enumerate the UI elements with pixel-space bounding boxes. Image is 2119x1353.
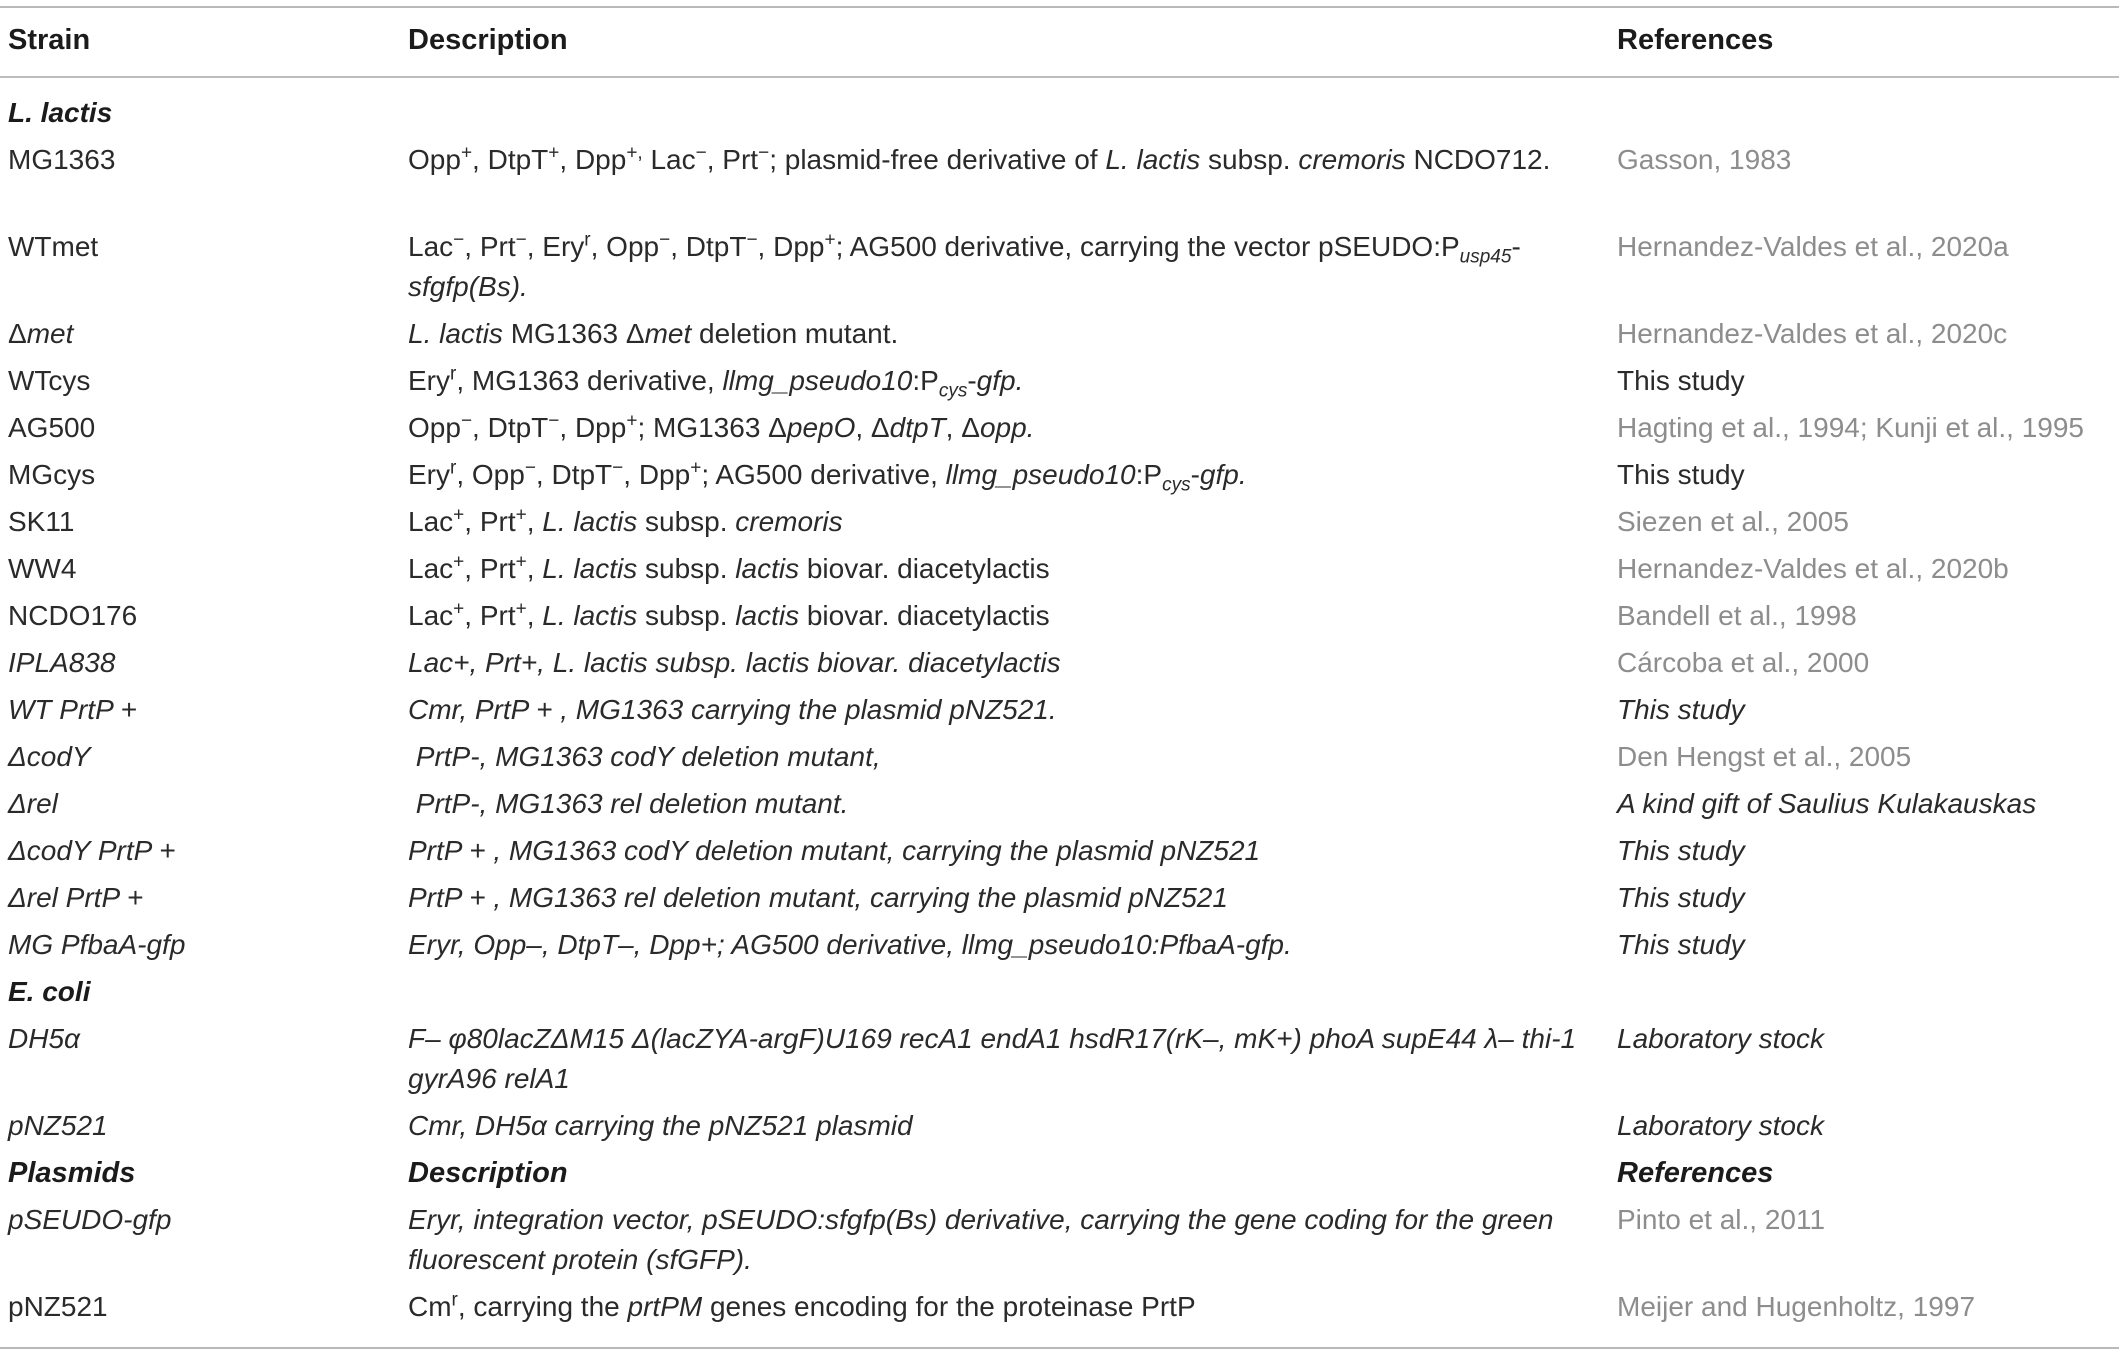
table-bottom-rule: [0, 1347, 2119, 1349]
reference-cell: Hernandez-Valdes et al., 2020c: [1617, 318, 2008, 349]
description-cell: Opp+, DtpT+, Dpp+, Lac−, Prt−; plasmid-free derivative of L. lactis subsp. cremoris NCDO712.: [408, 142, 1551, 175]
table-top-rule: [0, 6, 2119, 8]
reference-cell: This study: [1617, 365, 1745, 396]
strain-cell: MG1363: [8, 144, 116, 175]
strain-cell: WT PrtP +: [8, 694, 137, 725]
reference-cell: This study: [1617, 835, 1745, 866]
strain-cell: MGcys: [8, 459, 96, 490]
strain-cell: Δrel: [8, 788, 58, 819]
description-cell: PrtP-, MG1363 codY deletion mutant,: [408, 741, 881, 772]
strain-cell: pNZ521: [8, 1291, 108, 1322]
strain-cell: AG500: [8, 412, 96, 443]
reference-cell: This study: [1617, 882, 1745, 913]
section-label: L. lactis: [8, 97, 113, 128]
reference-cell: A kind gift of Saulius Kulakauskas: [1617, 788, 2037, 819]
reference-cell: Gasson, 1983: [1617, 144, 1792, 175]
header-description: Description: [408, 24, 568, 56]
reference-cell: Den Hengst et al., 2005: [1617, 741, 1912, 772]
description-cell: Opp−, DtpT−, Dpp+; MG1363 ΔpepO, ΔdtpT, Δopp.: [408, 410, 1035, 443]
subheader-references: References: [1617, 1157, 1774, 1189]
reference-cell: This study: [1617, 694, 1745, 725]
reference-cell: Hernandez-Valdes et al., 2020a: [1617, 231, 2009, 262]
subheader-plasmids: Plasmids: [8, 1157, 136, 1189]
strain-cell: ΔcodY: [8, 741, 91, 772]
description-cell: Ery$^r$, Opp−, DtpT−, Dpp+; AG500 derivative, $llmg\_pseudo10:P_{cys}$-gfp.: [408, 457, 1247, 496]
description-cell: Lac+, Prt+, L. lactis subsp. lactis biovar. diacetylactis: [408, 647, 1061, 678]
reference-cell: Bandell et al., 1998: [1617, 600, 1857, 631]
header-references: References: [1617, 24, 1774, 56]
description-cell: Eryr, Opp–, DtpT–, Dpp+; AG500 derivative, llmg_pseudo10:PfbaA-gfp.: [408, 929, 1292, 960]
strain-cell: WTcys: [8, 365, 91, 396]
strain-cell: Δrel PrtP +: [8, 882, 144, 913]
strain-cell: WTmet: [8, 231, 99, 262]
description-cell: F– φ80lacZΔM15 Δ(lacZYA-argF)U169 recA1 endA1 hsdR17(rK–, mK+) phoA supE44 λ– thi-1 gyrA96 relA1: [408, 1023, 1577, 1094]
reference-cell: Meijer and Hugenholtz, 1997: [1617, 1291, 1976, 1322]
table-header-rule: [0, 76, 2119, 78]
description-cell: PrtP-, MG1363 rel deletion mutant.: [408, 788, 849, 819]
strain-cell: Δmet: [8, 318, 74, 349]
reference-cell: Cárcoba et al., 2000: [1617, 647, 1870, 678]
reference-cell: Laboratory stock: [1617, 1023, 1824, 1054]
strain-cell: ΔcodY PrtP +: [8, 835, 176, 866]
description-cell: Lac+, Prt+, L. lactis subsp. lactis biovar. diacetylactis: [408, 598, 1050, 631]
section-label: E. coli: [8, 976, 91, 1007]
description-cell: L. lactis MG1363 Δmet deletion mutant.: [408, 318, 899, 349]
strain-cell: pSEUDO-gfp: [8, 1204, 172, 1235]
description-cell: Eryr, integration vector, pSEUDO:sfgfp(Bs) derivative, carrying the gene coding for the green fluorescent protein (sfGFP).: [408, 1204, 1554, 1275]
subheader-description: Description: [408, 1157, 568, 1189]
description-cell: Cmr, DH5α carrying the pNZ521 plasmid: [408, 1110, 913, 1141]
strain-cell: SK11: [8, 506, 75, 537]
strain-cell: WW4: [8, 553, 77, 584]
header-strain: Strain: [8, 24, 91, 56]
description-cell: Lac+, Prt+, L. lactis subsp. cremoris: [408, 504, 843, 537]
reference-cell: This study: [1617, 929, 1745, 960]
reference-cell: Hernandez-Valdes et al., 2020b: [1617, 553, 2009, 584]
description-cell: PrtP + , MG1363 rel deletion mutant, carrying the plasmid pNZ521: [408, 882, 1228, 913]
strain-cell: DH5α: [8, 1023, 80, 1054]
description-cell: Ery$^r$, MG1363 derivative, $llmg\_pseudo10:P_{cys}$-gfp.: [408, 363, 1024, 402]
description-cell: Cmr, PrtP + , MG1363 carrying the plasmid pNZ521.: [408, 694, 1057, 725]
strain-cell: pNZ521: [8, 1110, 108, 1141]
strain-cell: IPLA838: [8, 647, 116, 678]
description-cell: Lac−, Prt−, Ery$^r$, Opp−, DtpT−, Dpp+; AG500 derivative, carrying the vector $pSEUDO:P_{usp45}-sfgfp(Bs)$.: [408, 229, 1521, 302]
strain-cell: NCDO176: [8, 600, 138, 631]
reference-cell: This study: [1617, 459, 1745, 490]
strain-cell: MG PfbaA-gfp: [8, 929, 186, 960]
description-cell: Lac+, Prt+, L. lactis subsp. lactis biovar. diacetylactis: [408, 551, 1050, 584]
reference-cell: Pinto et al., 2011: [1617, 1204, 1826, 1235]
reference-cell: Hagting et al., 1994; Kunji et al., 1995: [1617, 412, 2084, 443]
description-cell: Cm$^r$, carrying the prtPM genes encoding for the proteinase PrtP: [408, 1289, 1196, 1322]
reference-cell: Siezen et al., 2005: [1617, 506, 1849, 537]
description-cell: PrtP + , MG1363 codY deletion mutant, carrying the plasmid pNZ521: [408, 835, 1261, 866]
reference-cell: Laboratory stock: [1617, 1110, 1824, 1141]
